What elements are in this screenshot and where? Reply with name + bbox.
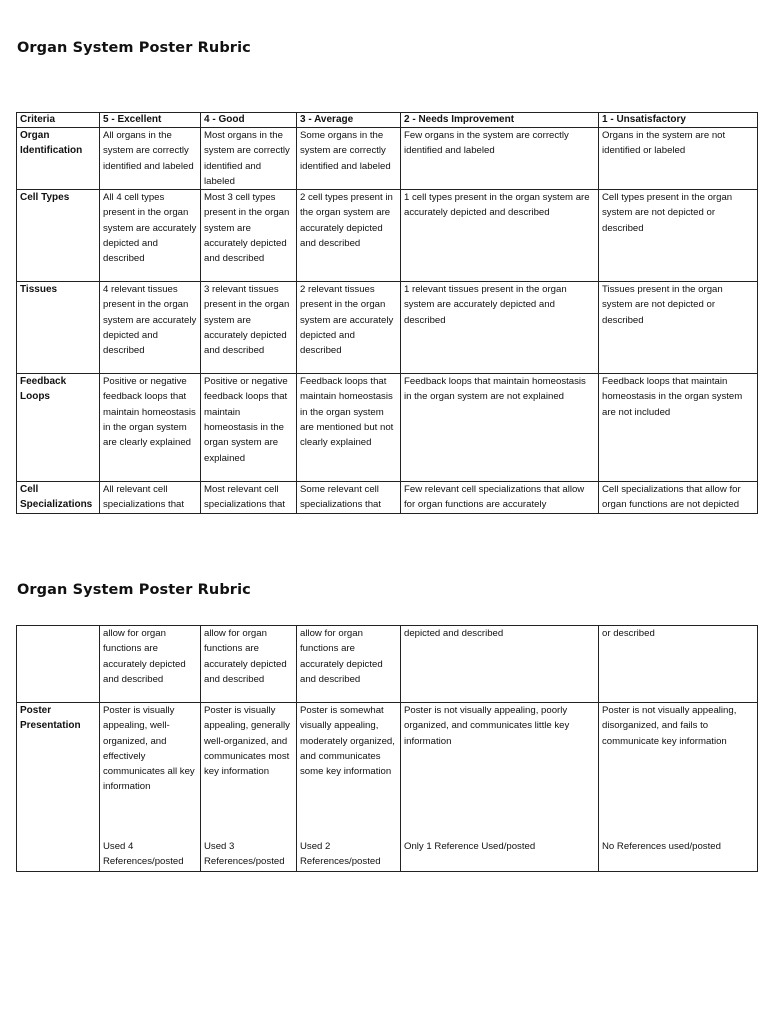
score-cell: Positive or negative feedback loops that maintain homeostasis in the organ system are clearly explained <box>100 374 201 482</box>
cell-description: Poster is visually appealing, generally well-organized, and communicates most key information <box>204 705 290 778</box>
cell-description: Poster is not visually appealing, poorly organized, and communicates little key information <box>404 705 570 747</box>
cell-description: Poster is visually appealing, well-organized, and effectively communicates all key information <box>103 705 195 793</box>
score-cell: 1 relevant tissues present in the organ system are accurately depicted and described <box>401 282 599 374</box>
cell-references: Used 3 References/posted <box>204 841 285 868</box>
cell-references: Used 4 References/posted <box>103 841 184 868</box>
header-criteria: Criteria <box>17 113 100 128</box>
header-unsatisfactory: 1 - Unsatisfactory <box>599 113 758 128</box>
score-cell: Organs in the system are not identified or labeled <box>599 128 758 190</box>
header-excellent: 5 - Excellent <box>100 113 201 128</box>
score-cell: All 4 cell types present in the organ system are accurately depicted and described <box>100 190 201 282</box>
score-cell: allow for organ functions are accurately depicted and described <box>297 626 401 703</box>
score-cell: Cell types present in the organ system are not depicted or described <box>599 190 758 282</box>
page-title: Organ System Poster Rubric <box>17 40 251 56</box>
header-good: 4 - Good <box>201 113 297 128</box>
score-cell: Most relevant cell specializations that <box>201 482 297 514</box>
score-cell: Cell specializations that allow for organ functions are not depicted <box>599 482 758 514</box>
score-cell <box>201 703 297 872</box>
score-cell: 1 cell types present in the organ system are accurately depicted and described <box>401 190 599 282</box>
table-row <box>17 626 758 703</box>
table-row <box>17 374 758 482</box>
page-title-continued: Organ System Poster Rubric <box>17 582 251 598</box>
criteria-cell: Cell Specializations <box>17 482 100 514</box>
header-needs-improvement: 2 - Needs Improvement <box>401 113 599 128</box>
cell-description: Poster is somewhat visually appealing, moderately organized, and communicates some key information <box>300 705 395 778</box>
score-cell: Most 3 cell types present in the organ system are accurately depicted and described <box>201 190 297 282</box>
score-cell: 2 relevant tissues present in the organ system are accurately depicted and described <box>297 282 401 374</box>
criteria-cell: Poster Presentation <box>17 703 100 872</box>
cell-description: Poster is not visually appealing, disorganized, and fails to communicate key information <box>602 705 737 747</box>
rubric-table-continued <box>16 625 758 872</box>
score-cell: or described <box>599 626 758 703</box>
criteria-cell: Organ Identification <box>17 128 100 190</box>
score-cell: Most organs in the system are correctly identified and labeled <box>201 128 297 190</box>
score-cell: 3 relevant tissues present in the organ system are accurately depicted and described <box>201 282 297 374</box>
rubric-table <box>16 112 758 514</box>
score-cell: Positive or negative feedback loops that maintain homeostasis in the organ system are explained <box>201 374 297 482</box>
score-cell: Few organs in the system are correctly identified and labeled <box>401 128 599 190</box>
score-cell: All relevant cell specializations that <box>100 482 201 514</box>
score-cell <box>401 703 599 872</box>
score-cell <box>297 703 401 872</box>
header-row <box>17 113 758 128</box>
criteria-cell: Cell Types <box>17 190 100 282</box>
score-cell <box>100 703 201 872</box>
score-cell: allow for organ functions are accurately depicted and described <box>201 626 297 703</box>
score-cell <box>599 703 758 872</box>
criteria-cell: Feedback Loops <box>17 374 100 482</box>
cell-references: Only 1 Reference Used/posted <box>404 841 536 852</box>
score-cell: Feedback loops that maintain homeostasis in the organ system are not included <box>599 374 758 482</box>
score-cell: Feedback loops that maintain homeostasis in the organ system are not explained <box>401 374 599 482</box>
table-row <box>17 482 758 514</box>
score-cell: depicted and described <box>401 626 599 703</box>
score-cell: allow for organ functions are accurately depicted and described <box>100 626 201 703</box>
table-row <box>17 703 758 872</box>
score-cell: 2 cell types present in the organ system are accurately depicted and described <box>297 190 401 282</box>
table-row <box>17 128 758 190</box>
score-cell: Tissues present in the organ system are not depicted or described <box>599 282 758 374</box>
criteria-cell <box>17 626 100 703</box>
cell-references: Used 2 References/posted <box>300 841 381 868</box>
score-cell: Some organs in the system are correctly identified and labeled <box>297 128 401 190</box>
score-cell: 4 relevant tissues present in the organ system are accurately depicted and described <box>100 282 201 374</box>
cell-references: No References used/posted <box>602 841 721 852</box>
score-cell: All organs in the system are correctly identified and labeled <box>100 128 201 190</box>
header-average: 3 - Average <box>297 113 401 128</box>
score-cell: Few relevant cell specializations that allow for organ functions are accurately <box>401 482 599 514</box>
table-row <box>17 282 758 374</box>
table-row <box>17 190 758 282</box>
score-cell: Some relevant cell specializations that <box>297 482 401 514</box>
criteria-cell: Tissues <box>17 282 100 374</box>
score-cell: Feedback loops that maintain homeostasis in the organ system are mentioned but not clearly explained <box>297 374 401 482</box>
